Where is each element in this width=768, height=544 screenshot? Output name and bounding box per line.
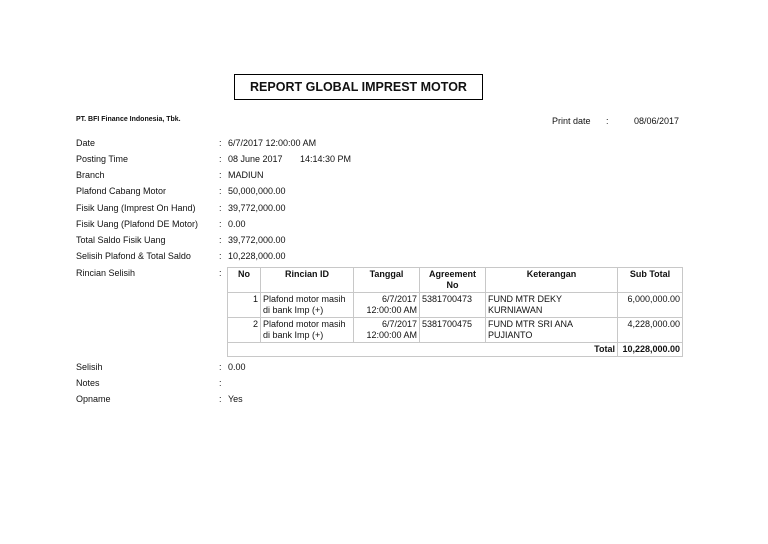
field-label: Notes	[76, 378, 100, 388]
field-value: 10,228,000.00	[228, 251, 286, 261]
field-colon: :	[219, 394, 222, 404]
cell-rincian-id: Plafond motor masih di bank Imp (+)	[261, 293, 354, 318]
rincian-table	[227, 267, 683, 357]
field-label: Selisih	[76, 362, 103, 372]
cell-keterangan: FUND MTR DEKY KURNIAWAN	[486, 293, 618, 318]
field-value: Yes	[228, 394, 243, 404]
field-value: 39,772,000.00	[228, 235, 286, 245]
header-no: No	[228, 268, 261, 293]
field-value: 0.00	[228, 219, 246, 229]
cell-sub-total: 6,000,000.00	[618, 293, 683, 318]
cell-agreement-no: 5381700475	[420, 318, 486, 343]
cell-no: 2	[228, 318, 261, 343]
header-sub-total: Sub Total	[618, 268, 683, 293]
print-date-colon: :	[606, 116, 609, 126]
field-colon: :	[219, 235, 222, 245]
total-value: 10,228,000.00	[618, 343, 683, 357]
field-value-time: 14:14:30 PM	[300, 154, 352, 164]
field-value: MADIUN	[228, 170, 264, 180]
header-rincian-id: Rincian ID	[261, 268, 354, 293]
cell-rincian-id: Plafond motor masih di bank Imp (+)	[261, 318, 354, 343]
field-label: Date	[76, 138, 96, 148]
print-date-value: 08/06/2017	[634, 116, 680, 126]
field-colon: :	[219, 170, 222, 180]
header-agreement-no: Agreement No	[420, 268, 486, 293]
field-value: 39,772,000.00	[228, 203, 286, 213]
field-label: Rincian Selisih	[76, 268, 136, 278]
field-colon: :	[219, 268, 222, 278]
table-header-row	[228, 268, 683, 293]
field-label: Branch	[76, 170, 105, 180]
field-colon: :	[219, 378, 222, 388]
field-label: Total Saldo Fisik Uang	[76, 235, 166, 245]
field-value: 50,000,000.00	[228, 186, 286, 196]
cell-tanggal: 6/7/2017 12:00:00 AM	[354, 318, 420, 343]
header-keterangan: Keterangan	[486, 268, 618, 293]
company-name: PT. BFI Finance Indonesia, Tbk.	[76, 116, 181, 123]
field-value: 08 June 2017	[228, 154, 283, 164]
cell-agreement-no: 5381700473	[420, 293, 486, 318]
report-title: REPORT GLOBAL IMPREST MOTOR	[234, 74, 483, 100]
table-row	[228, 293, 683, 318]
print-date-label: Print date	[552, 116, 591, 126]
total-label: Total	[228, 343, 618, 357]
cell-no: 1	[228, 293, 261, 318]
field-value: 0.00	[228, 362, 246, 372]
cell-sub-total: 4,228,000.00	[618, 318, 683, 343]
field-colon: :	[219, 138, 222, 148]
field-colon: :	[219, 251, 222, 261]
field-value: 6/7/2017 12:00:00 AM	[228, 138, 317, 148]
field-colon: :	[219, 154, 222, 164]
field-label: Selisih Plafond & Total Saldo	[76, 251, 191, 261]
field-label: Opname	[76, 394, 111, 404]
field-label: Fisik Uang (Imprest On Hand)	[76, 203, 196, 213]
table-total-row	[228, 343, 683, 357]
field-label: Fisik Uang (Plafond DE Motor)	[76, 219, 199, 229]
cell-keterangan: FUND MTR SRI ANA PUJIANTO	[486, 318, 618, 343]
field-label: Plafond Cabang Motor	[76, 186, 167, 196]
cell-tanggal: 6/7/2017 12:00:00 AM	[354, 293, 420, 318]
field-colon: :	[219, 203, 222, 213]
table-row	[228, 318, 683, 343]
field-colon: :	[219, 362, 222, 372]
field-label: Posting Time	[76, 154, 129, 164]
field-colon: :	[219, 186, 222, 196]
header-tanggal: Tanggal	[354, 268, 420, 293]
field-colon: :	[219, 219, 222, 229]
